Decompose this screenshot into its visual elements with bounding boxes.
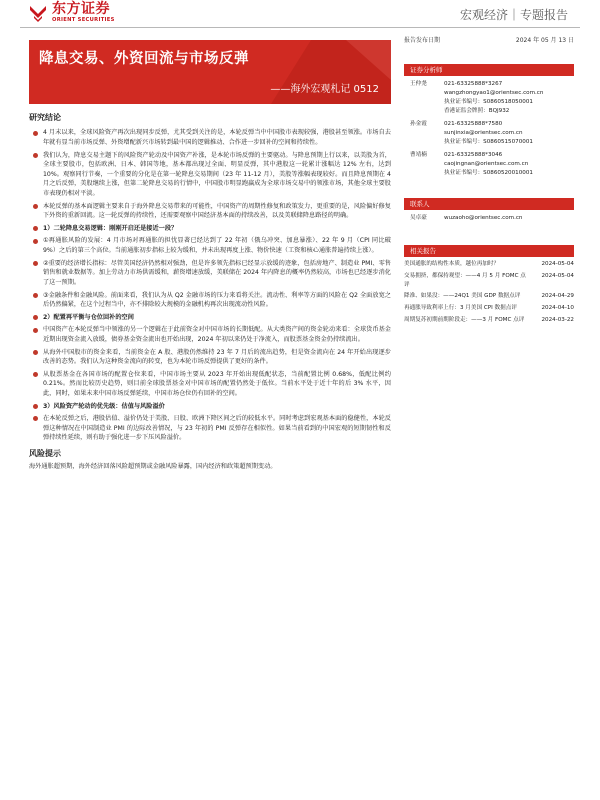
analyst-entry xyxy=(404,80,574,116)
related-report[interactable] xyxy=(404,316,574,325)
analyst-email[interactable]: sunjinxia@orientsec.com.cn xyxy=(444,130,523,137)
bullet-icon xyxy=(33,315,38,320)
analyst-license: 执业证书编号：S0860520010001 xyxy=(444,170,533,177)
publish-date-label: 报告发布日期 xyxy=(404,37,441,44)
analyst-entry xyxy=(404,120,574,147)
related-report[interactable] xyxy=(404,304,574,313)
research-paragraph: 我们认为，降息交易主题下的风险资产轮动及中国资产补涨，是本轮市场反弹的主要驱动。与降息预期上行以来，以美股为首，全球主要股市，包括欧洲、日本、韩国等地，基本都出现过全面、明显反弹，其中港股这一轮累计涨幅达 12% 左右，达到 10%。观察同行节奏，一个重要的分化是在第一轮降息交易期间（23 年 11-12 月），美股等涨幅表现较好。而且降息预期在 4 月之后反弹，美股继续上涨，但第二轮降息交易的行情中，中国股市明显跑赢成为全球市场交易中的领涨市场，其他全球主要股市表现仍相对平淡。 xyxy=(29,151,391,199)
contact-name: 吴卓豪 xyxy=(410,215,427,222)
related-section-bar: 相关报告 xyxy=(404,245,574,257)
research-paragraph: ③金融条件和金融风险。前面来看，我们认为从 Q2 金融市场的压力来看将关注。流动性、利率等方面的风险在 Q2 全面放宽之后仍然偏紧，在这个过程当中，亦不排除较大规模的金融机构再次出现流动性风险。 xyxy=(29,291,391,310)
analyst-hk-license: 香港证监会牌照：BQJ932 xyxy=(444,108,510,115)
sidebar xyxy=(404,36,574,324)
sub-heading-3: 3）风险资产轮动的优先级：估值与风险溢价 xyxy=(29,402,391,412)
related-report-date: 2024-05-04 xyxy=(541,261,574,268)
bullet-icon xyxy=(33,204,38,209)
title-banner xyxy=(29,40,391,104)
related-report-date: 2024-03-22 xyxy=(541,316,574,323)
related-report-date: 2024-04-10 xyxy=(541,304,574,311)
related-report[interactable] xyxy=(404,260,574,269)
related-report-date: 2024-04-29 xyxy=(541,293,574,300)
risk-text: 海外通胀超预期，海外经济回落风险超预期或金融风险暴露，国内经济和政策超预期变动。 xyxy=(29,463,277,471)
publish-date-row xyxy=(404,36,574,48)
related-report-title[interactable]: 降准、如果没：——24Q1 美国 GDP 数据点评 xyxy=(404,293,521,300)
analyst-license: 执业证书编号：S0860518050001 xyxy=(444,99,533,106)
contact-email[interactable]: wuzaoho@orientsec.com.cn xyxy=(444,215,523,222)
risk-title: 风险提示 xyxy=(29,449,61,459)
bullet-icon xyxy=(33,226,38,231)
bullet-icon xyxy=(33,261,38,266)
contact-entry xyxy=(404,214,574,223)
analyst-name: 王仲尧 xyxy=(410,81,427,88)
bullet-icon xyxy=(33,328,38,333)
research-title: 研究结论 xyxy=(29,113,61,122)
bullet-icon xyxy=(33,293,38,298)
research-paragraph: ①再通胀风险的发展：4 月市场对再通胀的担忧显著已经达到了 22 年初（俄乌冲突、加息暴涨）、22 年 9 月（CPI 同比破 9%）之后的第三个高位。当前通胀初步指标上较为缓和，并未出现再度上涨、物价快速（工资和核心通胀普遍持续上涨）。 xyxy=(29,236,391,255)
analyst-phone: 021-63325888*3267 xyxy=(444,81,503,88)
analyst-name: 曹靖楠 xyxy=(410,152,427,159)
bullet-icon xyxy=(33,404,38,409)
analyst-section-bar: 证券分析师 xyxy=(404,64,574,76)
main-content xyxy=(29,112,391,472)
analyst-license: 执业证书编号：S0860515070001 xyxy=(444,139,533,146)
bullet-icon xyxy=(33,372,38,377)
logo-english-name: ORIENT SECURITIES xyxy=(52,17,115,24)
bullet-icon xyxy=(33,416,38,421)
research-paragraph: 中国资产在本轮反弹当中领涨的另一个逻辑在于此前资金对中国市场的长期低配。从大类资产间的资金轮动来看：全球货币基金近期出现资金流入放缓，债券基金资金流出也开始出现，2024 年初以来仍处于净流入，而股票基金资金仍持续流出。 xyxy=(29,325,391,344)
report-category: 宏观经济｜专题报告 xyxy=(459,8,568,22)
report-title: 降息交易、外资回流与市场反弹 xyxy=(39,51,249,67)
page-header xyxy=(0,0,600,28)
analyst-phone: 021-63325888*3046 xyxy=(444,152,503,159)
research-paragraph: 在本轮反弹之后，港股估值、溢价仍处于美股、日股、欧洲下降区间之后的较低水平。同时考虑到宏观基本面的稳健性，本轮反弹这种情况在中国制造业 PMI 的边际改善情况，与 23 年初的 PMI 反弹存在相似性。如果当前看到的中国宏观的短期韧性和反弹持续性延续，则有助于强化进一步下压风险溢价。 xyxy=(29,414,391,443)
research-paragraph: ②重要的经济增长指标：尽管美国经济仍然相对强劲，但是许多领先指标已经显示放缓的迹象，包括房地产、制造业 PMI、零售销售和就业数据等。加上劳动力市场供需缓和，薪资增速放缓，美联储在 2024 年内降息的概率仍然较高，市场也已经逐步消化了这一预期。 xyxy=(29,259,391,288)
research-paragraph: 从海外中国股市的资金来看，当前资金在 A 股、港股仍然维持 23 年 7 月后的流出趋势，但是资金流向在 24 年开始出现逐步改善的态势。我们认为这种资金流向的转变，也为本轮市场反弹提供了更好的条件。 xyxy=(29,348,391,367)
analyst-entry xyxy=(404,151,574,178)
related-report-title[interactable]: 再通胀导致利率上行：3 月美国 CPI 数据点评 xyxy=(404,304,517,311)
orient-logo-icon xyxy=(28,3,48,23)
company-logo xyxy=(28,2,156,24)
bullet-icon xyxy=(33,131,38,136)
analyst-name: 孙金霞 xyxy=(410,121,427,128)
contact-section-bar: 联系人 xyxy=(404,198,574,210)
publish-date-value: 2024 年 05 月 13 日 xyxy=(515,37,574,44)
bullet-icon xyxy=(33,153,38,158)
related-report-date: 2024-05-04 xyxy=(541,272,574,279)
research-paragraph: 本轮反弹的基本面逻辑主要来自于海外降息交易带来的可能性，中国资产的周期性修复和政策发力，更重要的是，风险偏好修复下外资的重新回流。这一轮反弹的持续性，还需要观察中国经济基本面的持续改善，以及美联储降息路径的明确。 xyxy=(29,202,391,221)
header-divider xyxy=(20,27,580,28)
related-report-title[interactable]: 美国通胀的结构性本质，越位再加时？ xyxy=(404,261,500,268)
research-paragraph: 从股票基金在各国市场的配置仓位来看，中国市场主要从 2023 年开始出现低配状态，当前配置比例 0.68%，低配比例约 0.21%。然而比较历史趋势，则目前全球股票基金对中国市场的配置仍然处于低位。当前水平处于近十年的后 3% 水平，因此，同时，如果未来中国市场反弹延续，中国市场仓位仍有回补的空间。 xyxy=(29,370,391,399)
bullet-icon xyxy=(33,239,38,244)
report-subtitle: ——海外宏观札记 0512 xyxy=(270,84,379,95)
analyst-email[interactable]: caojingnan@orientsec.com.cn xyxy=(444,161,529,168)
related-report-title[interactable]: 周期复苏初期前期阶段走：——3 月 FOMC 点评 xyxy=(404,316,525,323)
bullet-icon xyxy=(33,350,38,355)
related-report[interactable] xyxy=(404,292,574,301)
logo-chinese-name: 东方证券 xyxy=(52,1,110,18)
analyst-phone: 021-63325888*7580 xyxy=(444,121,503,128)
sub-heading-1: 1）二轮降息交易逻辑：刚刚开启还是接近一段？ xyxy=(29,224,391,234)
related-report-title[interactable]: 交易拥挤，都保持观望：——4 月 5 月 FOMC 点评 xyxy=(404,272,526,288)
analyst-email[interactable]: wangzhongyao1@orientsec.com.cn xyxy=(444,90,544,97)
related-report[interactable] xyxy=(404,272,574,289)
sub-heading-2: 2）配置再平衡与仓位回补的空间 xyxy=(29,313,391,323)
research-paragraph: 4 月末以来，全球风险资产再次出现同步反弹，尤其受到关注的是，本轮反弹当中中国股市表现较强，港股甚至领涨。市场自去年就有显当前市场反弹、外资增配新兴市场转到最中国的逻辑推动、合作进一步回补的空间和持续性。 xyxy=(29,128,391,147)
